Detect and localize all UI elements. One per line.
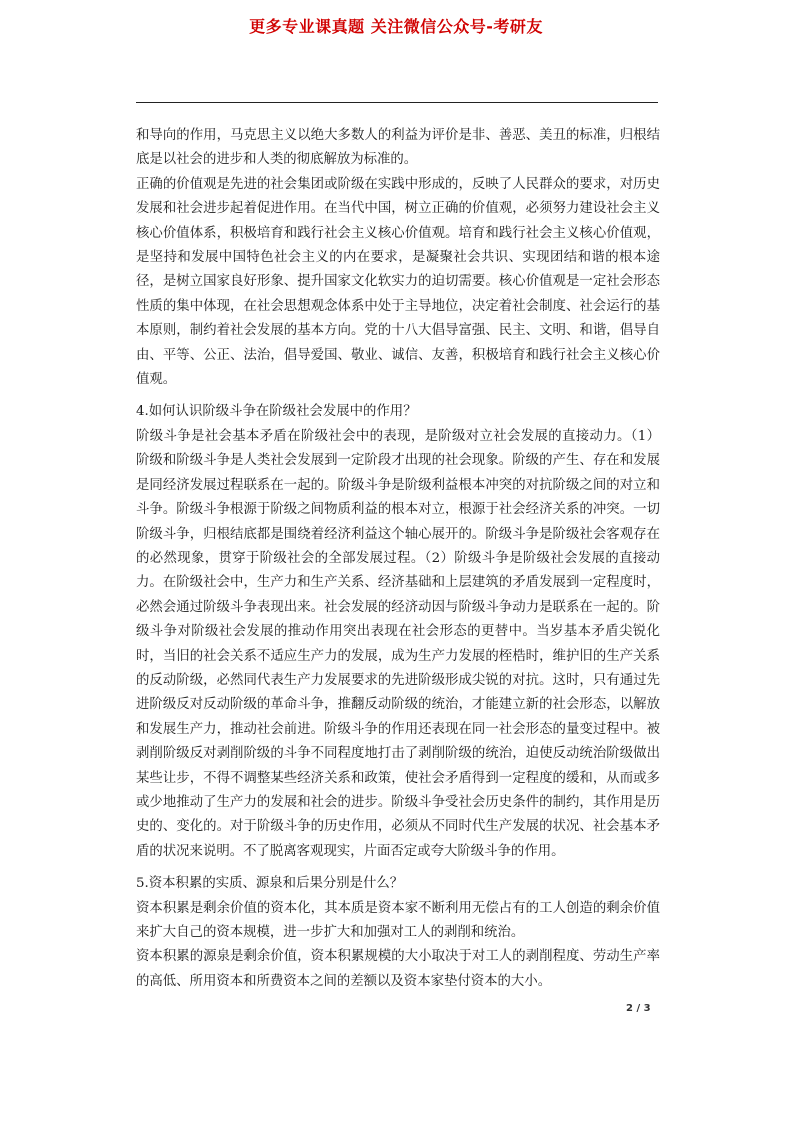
question-5-answer-1: 资本积累是剩余价值的资本化，其本质是资本家不断利用无偿占有的工人创造的剩余价值来扩大自己的资本规模，进一步扩大和加强对工人的剥削和统治。 — [136, 900, 660, 940]
header-divider — [136, 102, 658, 103]
question-4-heading: 4.如何认识阶级斗争在阶级社会发展中的作用？ — [136, 404, 417, 420]
page-number: 2 / 3 — [626, 1003, 651, 1014]
question-4-answer: 阶级斗争是社会基本矛盾在阶级社会中的表现，是阶级对立社会发展的直接动力。（1）阶级和阶级斗争是人类社会发展到一定阶段才出现的社会现象。阶级的产生、存在和发展是同经济发展过程联系在一起的。阶级斗争是阶级利益根本冲突的对抗阶级之间的对立和斗争。阶级斗争根源于阶级之间物质利益的根本对立，根源于社会经济关系的冲突。一切阶级斗争，归根结底都是围绕着经济利益这个轴心展开的。阶级斗争是阶级社会客观存在的必然现象，贯穿于阶级社会的全部发展过程。（2）阶级斗争是阶级社会发展的直接动力。在阶级社会中，生产力和生产关系、经济基础和上层建筑的矛盾发展到一定程度时，必然会通过阶级斗争表现出来。社会发展的经济动因与阶级斗争动力是联系在一起的。阶级斗争对阶级社会发展的推动作用突出表现在社会形态的更替中。当岁基本矛盾尖锐化时，当旧的社会关系不适应生产力的发展，成为生产力发展的桎梏时，维护旧的生产关系的反动阶级，必然同代表生产力发展要求的先进阶级形成尖锐的对抗。这时，只有通过先进阶级反对反动阶级的革命斗争，推翻反动阶级的统治，才能建立新的社会形态，以解放和发展生产力，推动社会前进。阶级斗争的作用还表现在同一社会形态的量变过程中。被剥削阶级反对剥削阶级的斗争不同程度地打击了剥削阶级的统治，迫使反动统治阶级做出某些让步，不得不调整某些经济关系和政策，使社会矛盾得到一定程度的缓和，从而或多或少地推动了生产力的发展和社会的进步。阶级斗争受社会历史条件的制约，其作用是历史的、变化的。对于阶级斗争的历史作用，必须从不同时代生产发展的状况、社会基本矛盾的状况来说明。不了脱离客观现实，片面否定或夸大阶级斗争的作用。 — [136, 428, 660, 859]
question-5-heading: 5.资本积累的实质、源泉和后果分别是什么？ — [136, 876, 404, 892]
document-body — [136, 124, 660, 994]
paragraph-values: 正确的价值观是先进的社会集团或阶级在实践中形成的，反映了人民群众的要求，对历史发展和社会进步起着促进作用。在当代中国，树立正确的价值观，必须努力建设社会主义核心价值体系，积极培育和践行社会主义核心价值观。培育和践行社会主义核心价值观，是坚持和发展中国特色社会主义的内在要求，是凝聚社会共识、实现团结和谐的根本途径，是树立国家良好形象、提升国家文化软实力的迫切需要。核心价值观是一定社会形态性质的集中体现，在社会思想观念体系中处于主导地位，决定着社会制度、社会运行的基本原则，制约着社会发展的基本方向。党的十八大倡导富强、民主、文明、和谐，倡导自由、平等、公正、法治，倡导爱国、敬业、诚信、友善，积极培育和践行社会主义核心价值观。 — [136, 176, 660, 388]
question-5-answer-2: 资本积累的源泉是剩余价值，资本积累规模的大小取决于对工人的剥削程度、劳动生产率的高低、所用资本和所费资本之间的差额以及资本家垫付资本的大小。 — [136, 949, 660, 989]
promo-banner: 更多专业课真题 关注微信公众号-考研友 — [249, 17, 543, 36]
paragraph-continuation: 和导向的作用，马克思主义以绝大多数人的利益为评价是非、善恶、美丑的标准，归根结底是以社会的进步和人类的彻底解放为标准的。 — [136, 128, 660, 168]
